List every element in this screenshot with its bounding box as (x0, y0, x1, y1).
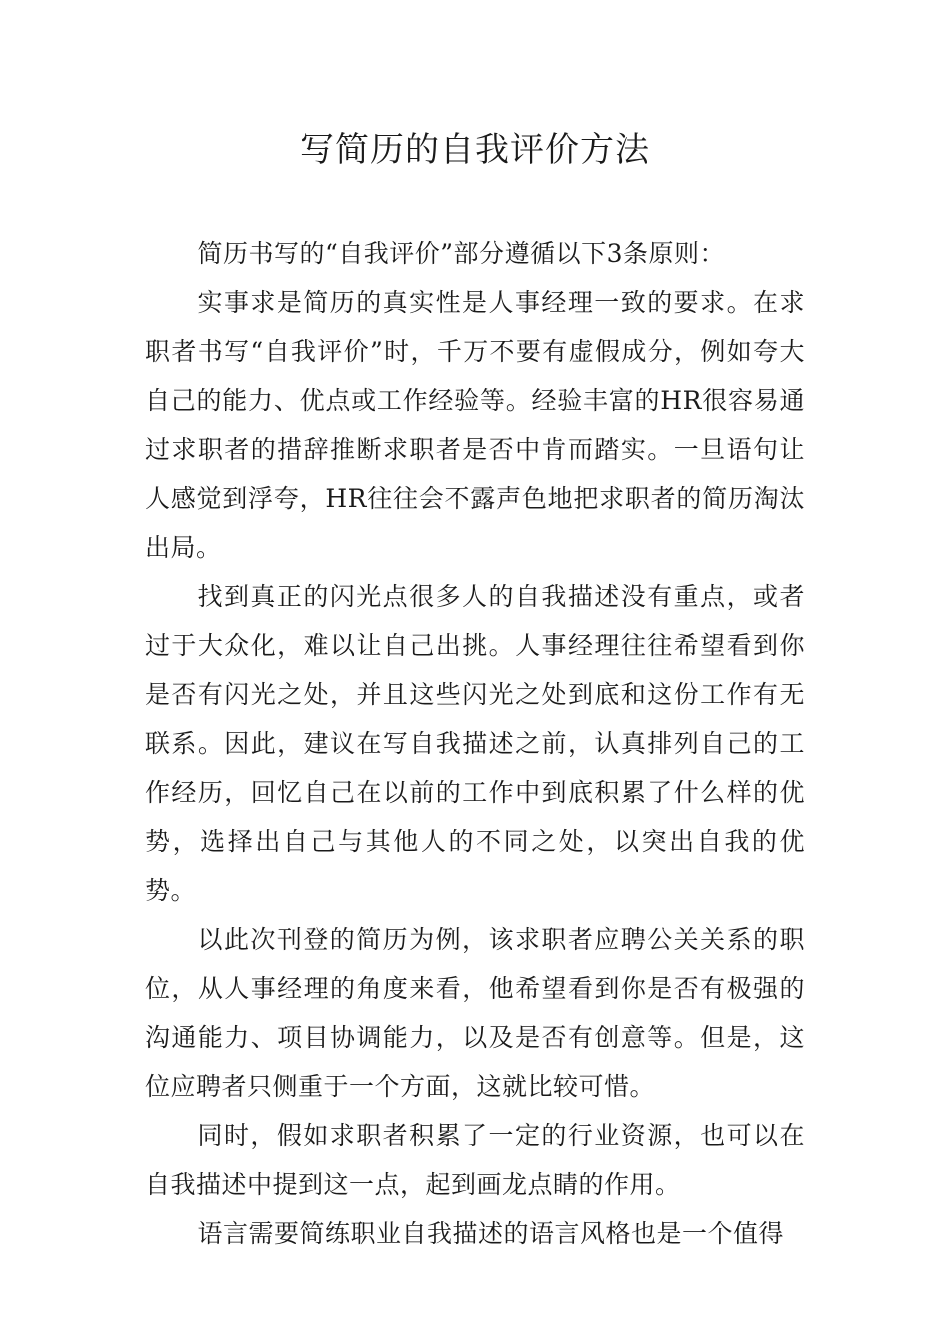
document-title: 写简历的自我评价方法 (300, 130, 650, 170)
document-body (145, 229, 805, 1258)
paragraph: 同时，假如求职者积累了一定的行业资源，也可以在自我描述中提到这一点，起到画龙点睛的作用。 (145, 1121, 805, 1199)
paragraph: 找到真正的闪光点很多人的自我描述没有重点，或者过于大众化，难以让自己出挑。人事经理往往希望看到你是否有闪光之处，并且这些闪光之处到底和这份工作有无联系。因此，建议在写自我描述之前，认真排列自己的工作经历，回忆自己在以前的工作中到底积累了什么样的优势，选择出自己与其他人的不同之处，以突出自我的优势。 (145, 582, 805, 905)
paragraph: 简历书写的“自我评价”部分遵循以下3条原则： (197, 239, 725, 268)
paragraph: 以此次刊登的简历为例，该求职者应聘公关关系的职位，从人事经理的角度来看，他希望看到你是否有极强的沟通能力、项目协调能力，以及是否有创意等。但是，这位应聘者只侧重于一个方面，这就比较可惜。 (145, 925, 805, 1101)
paragraph: 语言需要简练职业自我描述的语言风格也是一个值得 (197, 1219, 785, 1248)
paragraph: 实事求是简历的真实性是人事经理一致的要求。在求职者书写“自我评价”时，千万不要有虚假成分，例如夸大自己的能力、优点或工作经验等。经验丰富的HR很容易通过求职者的措辞推断求职者是否中肯而踏实。一旦语句让人感觉到浮夸，HR往往会不露声色地把求职者的简历淘汰出局。 (145, 288, 805, 562)
